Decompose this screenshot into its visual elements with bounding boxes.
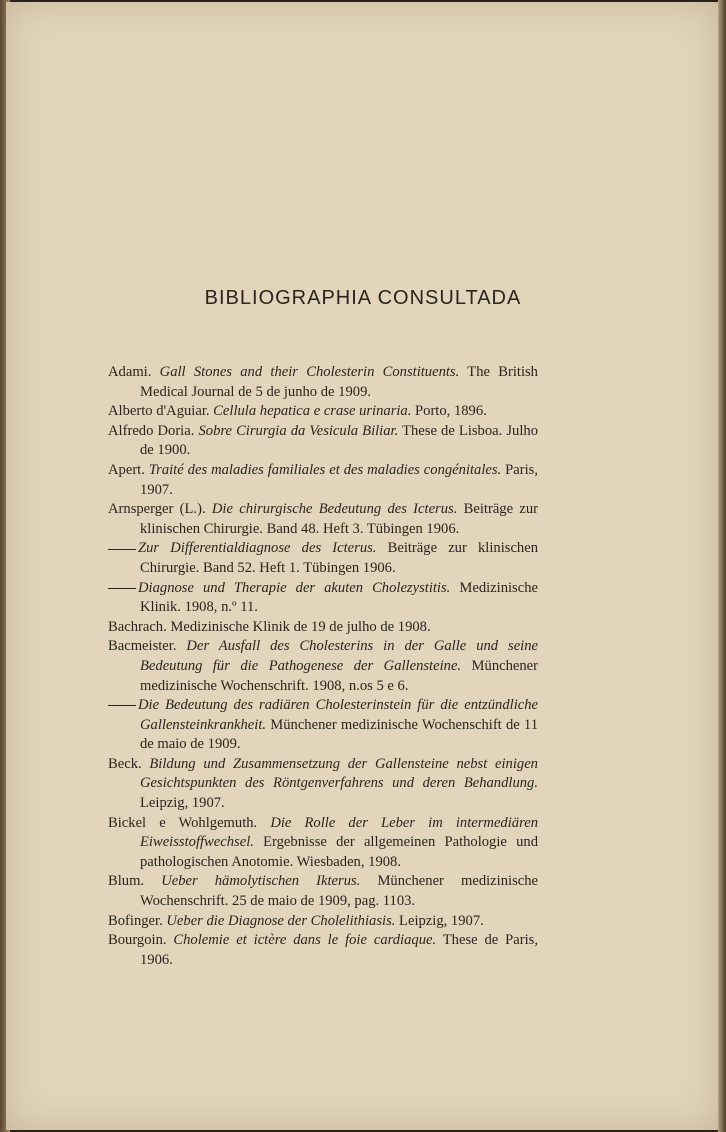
entry-title: Die chirurgische Bedeutung des Icterus. [211,501,458,518]
entry-author: Apert. [108,461,149,478]
entry-details: Ergebnisse der allgemeinen Pathologie und pathologischen Anotomie. Wiesbaden, 1908. [140,834,538,870]
entry-details: Paris, 1907. [140,461,539,498]
entry-details: Leipzig, 1907. [395,912,484,929]
entry-title: Zur Differentialdiagnose des Icterus. [138,540,377,557]
entry-details: The British Medical Journal de 5 de junho de 1909. [140,364,538,400]
bibliography-entry [108,539,538,578]
entry-details: Medizinische Klinik de 19 de julho de 1908. [170,618,431,635]
entry-author: Bachrach. [108,618,171,635]
ditto-dash [108,549,136,550]
entry-title: Cellula hepatica e crase urinaria. [213,403,412,420]
bibliography-entry [108,363,538,402]
entry-title: Cholemie et ictère dans le foie cardiaque. [173,932,437,949]
entry-author: Arnsperger (L.). [108,501,212,518]
bibliography-entry [108,402,538,422]
bibliography-entry [108,931,538,970]
entry-details: Beiträge zur klinischen Chirurgie. Band 48. Heft 3. Tübingen 1906. [140,501,538,537]
bibliography-entry [108,500,538,539]
entry-details: Münchener medizinische Wochenschift de 11 de maio de 1909. [140,716,538,753]
entry-title: Traité des maladies familiales et des maladies congénitales. [148,461,502,478]
entry-author: Bacmeister. [108,638,187,655]
bibliography-entry [108,579,538,618]
entry-title: Die Rolle der Leber im intermediären Eiweisstoffwechsel. [140,814,538,851]
bibliography-entry [108,912,538,932]
entry-details: These de Lisboa. Julho de 1900. [140,422,538,459]
ditto-dash [108,705,136,706]
bibliography-entry [108,637,538,696]
page-right-edge [718,0,726,1132]
bibliography-entry [108,755,538,814]
entry-details: Leipzig, 1907. [140,795,225,812]
bibliography-list [108,363,538,970]
entry-details: Medizinische Klinik. 1908, n.º 11. [140,579,538,616]
bibliography-entry [108,461,538,500]
entry-author: Bofinger. [108,912,167,929]
entry-author: Adami. [108,364,160,380]
entry-author: Beck. [108,755,150,772]
entry-author: Blum. [108,873,162,890]
entry-title: Sobre Cirurgia da Vesicula Biliar. [198,422,399,439]
bibliography-entry [108,696,538,755]
entry-title: Diagnose und Therapie der akuten Cholezystitis. [138,579,451,596]
bibliography-entry [108,872,538,911]
entry-details: Münchener medizinische Wochenschrift. 1908, n.os 5 e 6. [140,657,539,694]
entry-title: Ueber die Diagnose der Cholelithiasis. [166,912,396,929]
entry-title: Ueber hämolytischen Ikterus. [161,873,361,890]
entry-title: Gall Stones and their Cholesterin Constituents. [159,364,460,380]
entry-details: Beiträge zur klinischen Chirurgie. Band 52. Heft 1. Tübingen 1906. [140,540,538,576]
entry-details: Münchener medizinische Wochenschrift. 25 de maio de 1909, pag. 1103. [140,873,538,910]
entry-title: Die Bedeutung des radiären Cholesterinstein für die entzündliche Gallensteinkrankheit. [138,697,538,733]
entry-details: These de Paris, 1906. [140,932,538,968]
entry-author: Bourgoin. [108,932,174,949]
bibliography-entry [108,422,538,461]
entry-author: Bickel e Wohlgemuth. [108,814,271,831]
entry-author: Alberto d'Aguiar. [108,403,214,420]
entry-details: Porto, 1896. [411,403,487,420]
bibliography-entry [108,814,538,873]
entry-author: Alfredo Doria. [108,422,199,439]
bibliography-entry [108,618,538,638]
entry-title: Bildung und Zusammensetzung der Gallensteine nebst einigen Gesichtspunkten des Röntgenverfahrens und deren Behandlung. [140,755,538,792]
ditto-dash [108,588,136,589]
entry-title: Der Ausfall des Cholesterins in der Galle und seine Bedeutung für die Pathogenese der Gallensteine. [140,638,538,674]
page-title: BIBLIOGRAPHIA CONSULTADA [204,287,522,309]
